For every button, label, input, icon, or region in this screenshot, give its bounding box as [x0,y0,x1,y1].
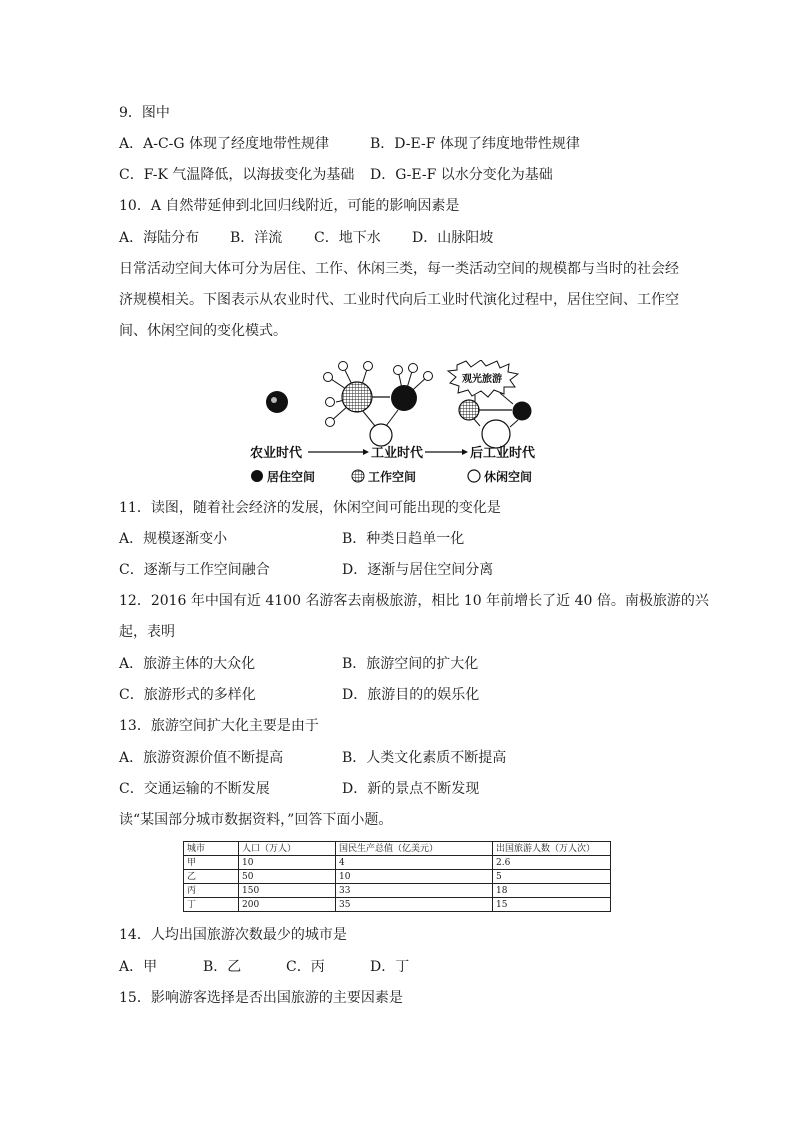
table-cell: 4 [336,856,493,870]
table-header-cell: 人口（万人） [239,842,336,856]
q13-option-b: B．人类文化素质不断提高 [342,750,507,766]
q12-option-c: C．旅游形式的多样化 [119,687,256,703]
table-row [184,898,611,912]
q9-option-b: B．D-E-F 体现了纬度地带性规律 [370,136,580,152]
q11-option-c: C．逐渐与工作空间融合 [119,562,270,578]
table-cell: 丙 [184,884,239,898]
q14-option-a: A．甲 [119,959,158,975]
q9-stem: 9．图中 [119,105,170,121]
table-cell: 丁 [184,898,239,912]
q14-stem: 14．人均出国旅游次数最少的城市是 [119,927,347,943]
industrial-residence-circle [391,385,417,411]
q10-option-d: D．山脉阳坡 [412,230,494,246]
q12-option-d: D．旅游目的的娱乐化 [342,687,480,703]
q12-stem-line2: 起，表明 [119,624,175,640]
table-cell: 33 [336,884,493,898]
activity-space-diagram [250,360,550,488]
city-data-table [183,841,611,912]
q10-stem: 10．A 自然带延伸到北回归线附近，可能的影响因素是 [119,198,460,214]
post-leisure-circle [482,420,510,448]
q9-option-a: A．A-C-G 体现了经度地带性规律 [119,136,330,152]
q11-option-a: A．规模逐渐变小 [119,531,228,547]
legend-leisure-label: 休闲空间 [484,470,533,484]
table-cell: 150 [239,884,336,898]
industrial-cluster [324,362,433,447]
table-cell: 甲 [184,856,239,870]
legend-leisure-swatch [468,470,480,482]
q13-stem: 13．旅游空间扩大化主要是由于 [119,718,319,734]
legend-residence-label: 居住空间 [267,470,316,484]
table-header-cell: 出国旅游人数（万人次） [493,842,611,856]
legend-residence-swatch [251,470,263,482]
table-cell: 10 [239,856,336,870]
q13-option-d: D．新的景点不断发现 [342,781,480,797]
era-post-industrial: 后工业时代 [470,446,536,461]
table-row [184,856,611,870]
q14-option-d: D．丁 [370,959,410,975]
post-industrial-cluster [448,360,532,448]
q11-option-b: B．种类日趋单一化 [342,531,465,547]
era-industrial: 工业时代 [371,446,424,461]
legend-work-swatch [352,470,364,482]
q14-option-b: B．乙 [203,959,242,975]
q10-option-a: A．海陆分布 [119,230,200,246]
table-cell: 10 [336,870,493,884]
q11-option-d: D．逐渐与居住空间分离 [342,562,494,578]
q14-option-c: C．丙 [286,959,325,975]
post-residence-circle [513,402,532,421]
era-agricultural: 农业时代 [250,446,303,461]
agri-residence-circle [266,391,288,413]
q13-option-a: A．旅游资源价值不断提高 [119,750,284,766]
q11-stem: 11．读图，随着社会经济的发展，休闲空间可能出现的变化是 [119,500,501,516]
table-header-cell: 国民生产总值（亿美元） [336,842,493,856]
q15-stem: 15．影响游客选择是否出国旅游的主要因素是 [119,990,403,1006]
industrial-work-circle [342,382,372,412]
q12-stem-line1: 12．2016 年中国有近 4100 名游客去南极旅游，相比 10 年前增长了近 40 倍。南极旅游的兴 [119,593,709,609]
table-header-row [184,842,611,856]
table-row [184,884,611,898]
table-cell: 15 [493,898,611,912]
q9-option-d: D．G-E-F 以水分变化为基础 [370,167,553,183]
intro-paragraph: 日常活动空间大体可分为居住、工作、休闲三类，每一类活动空间的规模都与当时的社会经济规模相关。下图表示从农业时代、工业时代向后工业时代演化过程中，居住空间、工作空间、休闲空间的变化模式。 [119,261,679,339]
table-cell: 50 [239,870,336,884]
table-row [184,870,611,884]
q12-option-b: B．旅游空间的扩大化 [342,656,479,672]
table-header-cell: 城市 [184,842,239,856]
post-work-circle [459,400,479,420]
q12-option-a: A．旅游主体的大众化 [119,656,256,672]
table-cell: 2.6 [493,856,611,870]
table-cell: 200 [239,898,336,912]
table-cell: 18 [493,884,611,898]
tourism-label: 观光旅游 [462,374,502,385]
q10-option-b: B．洋流 [230,230,283,246]
table-cell: 5 [493,870,611,884]
q13-option-c: C．交通运输的不断发展 [119,781,270,797]
industrial-leisure-circle [370,424,392,446]
table-intro: 读“某国部分城市数据资料，”回答下面小题。 [119,812,393,828]
q10-option-c: C．地下水 [314,230,381,246]
table-cell: 35 [336,898,493,912]
q9-option-c: C．F-K 气温降低，以海拔变化为基础 [119,167,355,183]
table-cell: 乙 [184,870,239,884]
legend-work-label: 工作空间 [368,470,417,484]
